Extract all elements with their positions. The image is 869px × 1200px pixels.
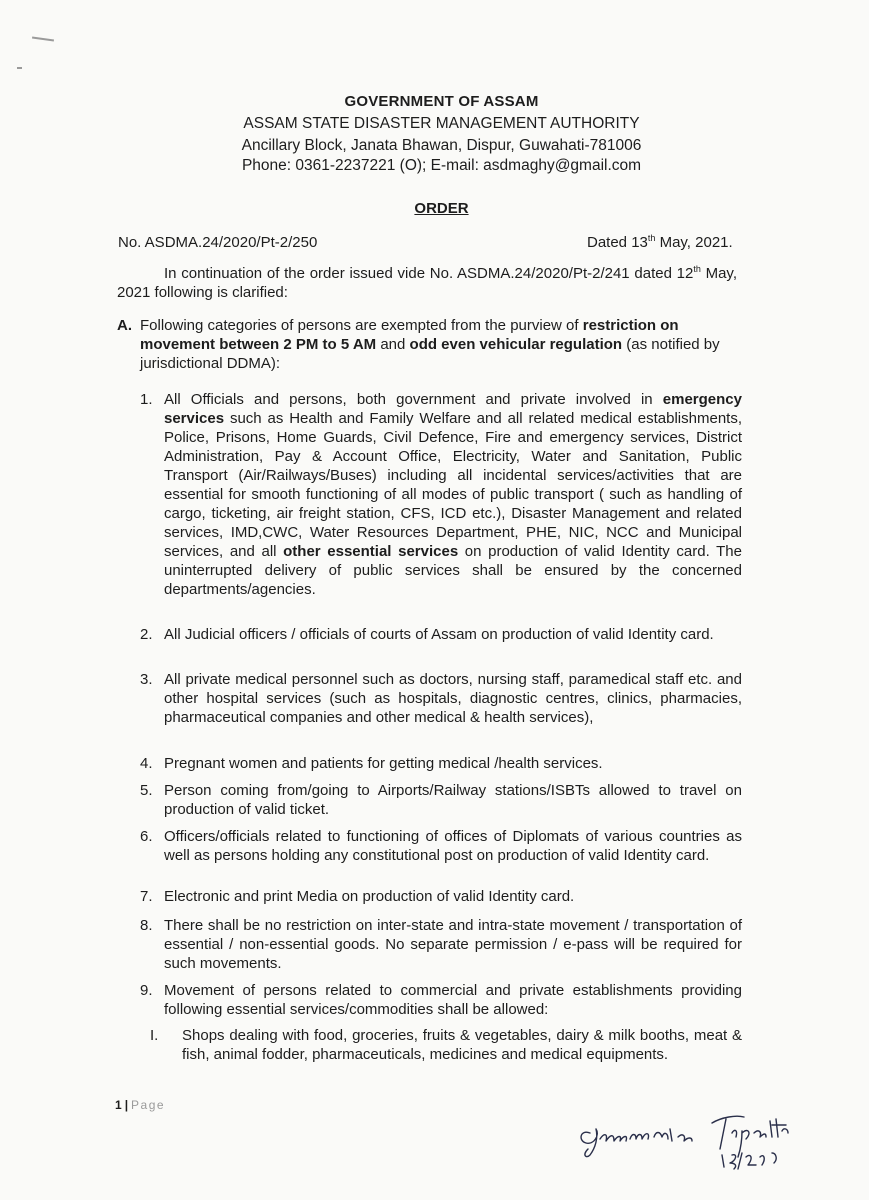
page-number: 1	[115, 1098, 122, 1112]
section-a	[117, 316, 742, 373]
order-title: ORDER	[414, 200, 469, 217]
list-item: 2. All Judicial officers / officials of courts of Assam on production of valid Identity card.	[140, 626, 714, 643]
address: Ancillary Block, Janata Bhawan, Dispur, Guwahati-781006	[241, 137, 642, 154]
contact: Phone: 0361-2237221 (O); E-mail: asdmaghy@gmail.com	[241, 157, 642, 174]
list-item: 3. All private medical personnel such as doctors, nursing staff, paramedical staff etc. and other hospital services (such as hospitals, diagnostic centres, clinics, pharmacies, pharmaceutical companies and other medical & health services),	[140, 671, 742, 726]
list-item: 6. Officers/officials related to functioning of offices of Diplomats of various countries as well as persons holding any constitutional post on production of valid Identity card.	[140, 828, 742, 864]
order-number: No. ASDMA.24/2020/Pt-2/250	[118, 234, 318, 251]
org-name: GOVERNMENT OF ASSAM	[344, 93, 539, 110]
section-a-text: Following categories of persons are exempted from the purview of restriction on movement between 2 PM to 5 AM and odd even vehicular regulation (as notified by jurisdictional DDMA):	[140, 317, 720, 372]
list-item: 1. All Officials and persons, both government and private involved in emergency services such as Health and Family Welfare and all related medical establishments, Police, Prisons, Home Guards, Civil Defence, Fire and emergency services, District Administration, Pay & Account Office, Electricity, Water and Sanitation, Public Transport (Air/Railways/Buses) including all incidental services/activities that are essential for smooth functioning of all modes of public transport ( such as handling of cargo, ticketing, air freight station, CFS, ICD etc.), Disaster Management and related services, IMD,CWC, Water Resources Department, PHE, NIC, NCC and Municipal services, and all other essential services on production of valid Identity card. The uninterrupted delivery of public services shall be ensured by the concerned departments/agencies.	[140, 391, 742, 598]
scan-mark	[17, 67, 22, 69]
list-item: 4. Pregnant women and patients for getting medical /health services.	[140, 755, 603, 772]
page-footer: 1 | Page	[115, 1098, 166, 1112]
authority-name: ASSAM STATE DISASTER MANAGEMENT AUTHORITY	[243, 115, 640, 132]
list-item: 8. There shall be no restriction on inter-state and intra-state movement / transportation of essential / non-essential goods. No separate permission / e-pass will be required for such movements.	[140, 917, 742, 972]
order-date: Dated 13th May, 2021.	[587, 233, 733, 251]
scan-mark	[32, 36, 54, 41]
signature-image	[576, 1103, 816, 1173]
sub-list-item: I. Shops dealing with food, groceries, fruits & vegetables, dairy & milk booths, meat & fish, animal fodder, pharmaceuticals, medicines and medical equipments.	[150, 1027, 742, 1063]
page-label: Page	[131, 1098, 166, 1112]
intro-paragraph: In continuation of the order issued vide No. ASDMA.24/2020/Pt-2/241 dated 12th May, 2021 following is clarified:	[117, 264, 737, 301]
list-item: 7. Electronic and print Media on production of valid Identity card.	[140, 888, 575, 905]
section-letter: A.	[117, 317, 132, 334]
list-item: 5. Person coming from/going to Airports/Railway stations/ISBTs allowed to travel on production of valid ticket.	[140, 782, 742, 818]
list-item: 9. Movement of persons related to commercial and private establishments providing following essential services/commodities shall be allowed:	[140, 982, 742, 1018]
